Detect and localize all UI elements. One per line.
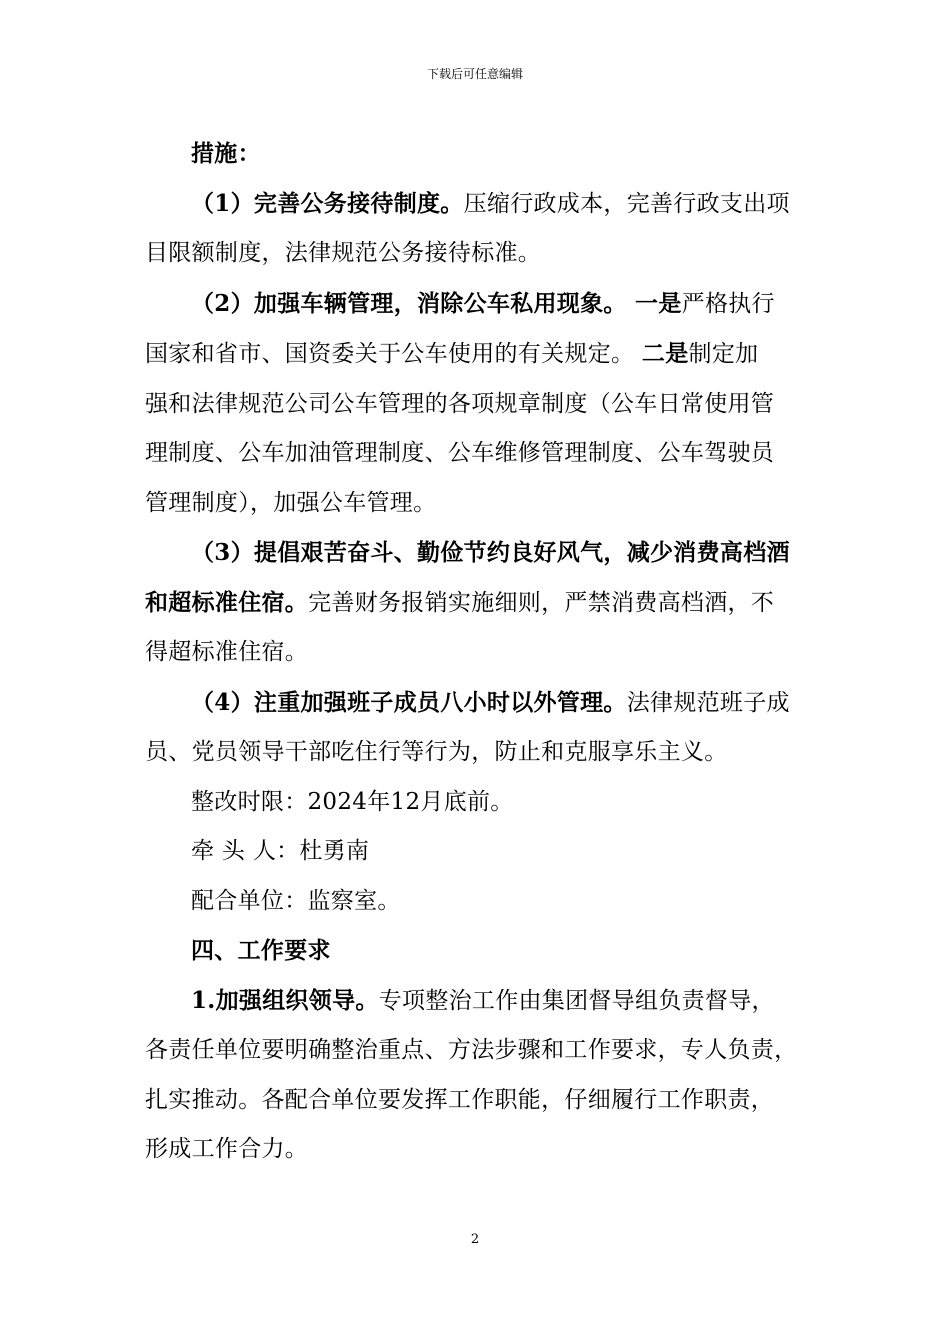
measure-4-text: 法律规范班子成	[626, 689, 790, 716]
measure-4-title: （4）注重加强班子成员八小时以外管理。	[191, 688, 627, 716]
measure-2-line-4: 理制度、公车加油管理制度、公车维修管理制度、公车驾驶员	[145, 440, 775, 466]
measure-3-text: 完善财务报销实施细则，严禁消费高档酒，不	[308, 589, 775, 616]
leader: 牵 头 人：杜勇南	[191, 838, 370, 864]
measure-2-line-2-a: 国家和省市、国资委关于公车使用的有关规定。	[145, 341, 642, 367]
measure-4-line-2: 员、党员领导干部吃住行等行为，防止和克服享乐主义。	[145, 739, 728, 765]
measure-2-first-label: 一是	[626, 289, 682, 317]
requirement-1-line-3: 扎实推动。各配合单位要发挥工作职能，仔细履行工作职责，	[145, 1086, 775, 1113]
measure-1-line-2: 目限额制度，法律规范公务接待标准。	[145, 240, 542, 266]
deadline: 整改时限：2024年12月底前。	[191, 788, 514, 815]
measure-2-text: 严格执行	[681, 290, 775, 317]
document-body	[145, 129, 810, 1175]
measure-2-line-5: 管理制度），加强公车管理。	[145, 489, 437, 516]
measure-2-line-1	[145, 279, 810, 330]
requirement-1-line-2: 各责任单位要明确整治重点、方法步骤和工作要求，专人负责，	[145, 1037, 798, 1063]
requirement-1-line-1	[145, 976, 810, 1027]
measures-heading: 措施：	[191, 140, 261, 167]
measure-2-line-2	[145, 329, 810, 380]
measure-2-title: （2）加强车辆管理，消除公车私用现象。	[191, 289, 627, 317]
section-4-heading: 四、工作要求	[191, 937, 331, 964]
measure-3-title-line-1: （3）提倡艰苦奋斗、勤俭节约良好风气，减少消费高档酒	[191, 539, 790, 566]
measure-2-line-3: 强和法律规范公司公车管理的各项规章制度（公车日常使用管	[145, 390, 775, 417]
requirement-1-text: 专项整治工作由集团督导组负责督导，	[378, 987, 775, 1014]
header-note: 下载后可任意编辑	[426, 67, 523, 81]
measure-3-line-3: 得超标准住宿。	[145, 639, 309, 665]
measure-3-line-2	[145, 578, 810, 629]
measure-4-line-1	[145, 678, 810, 729]
measure-3-title-line-2: 和超标准住宿。	[145, 588, 309, 616]
measure-2-second-label: 二是	[641, 340, 689, 367]
partner-unit: 配合单位：监察室。	[191, 887, 401, 914]
measure-1-title: （1）完善公务接待制度。	[191, 189, 464, 217]
measure-1-line-1	[145, 179, 810, 230]
measure-2-line-2-b: 制定加	[688, 341, 759, 367]
requirement-1-title: 1.加强组织领导。	[191, 986, 379, 1014]
measure-1-text: 压缩行政成本，完善行政支出项	[463, 190, 790, 217]
page-number: 2	[470, 1232, 480, 1247]
requirement-1-line-4: 形成工作合力。	[145, 1136, 309, 1162]
